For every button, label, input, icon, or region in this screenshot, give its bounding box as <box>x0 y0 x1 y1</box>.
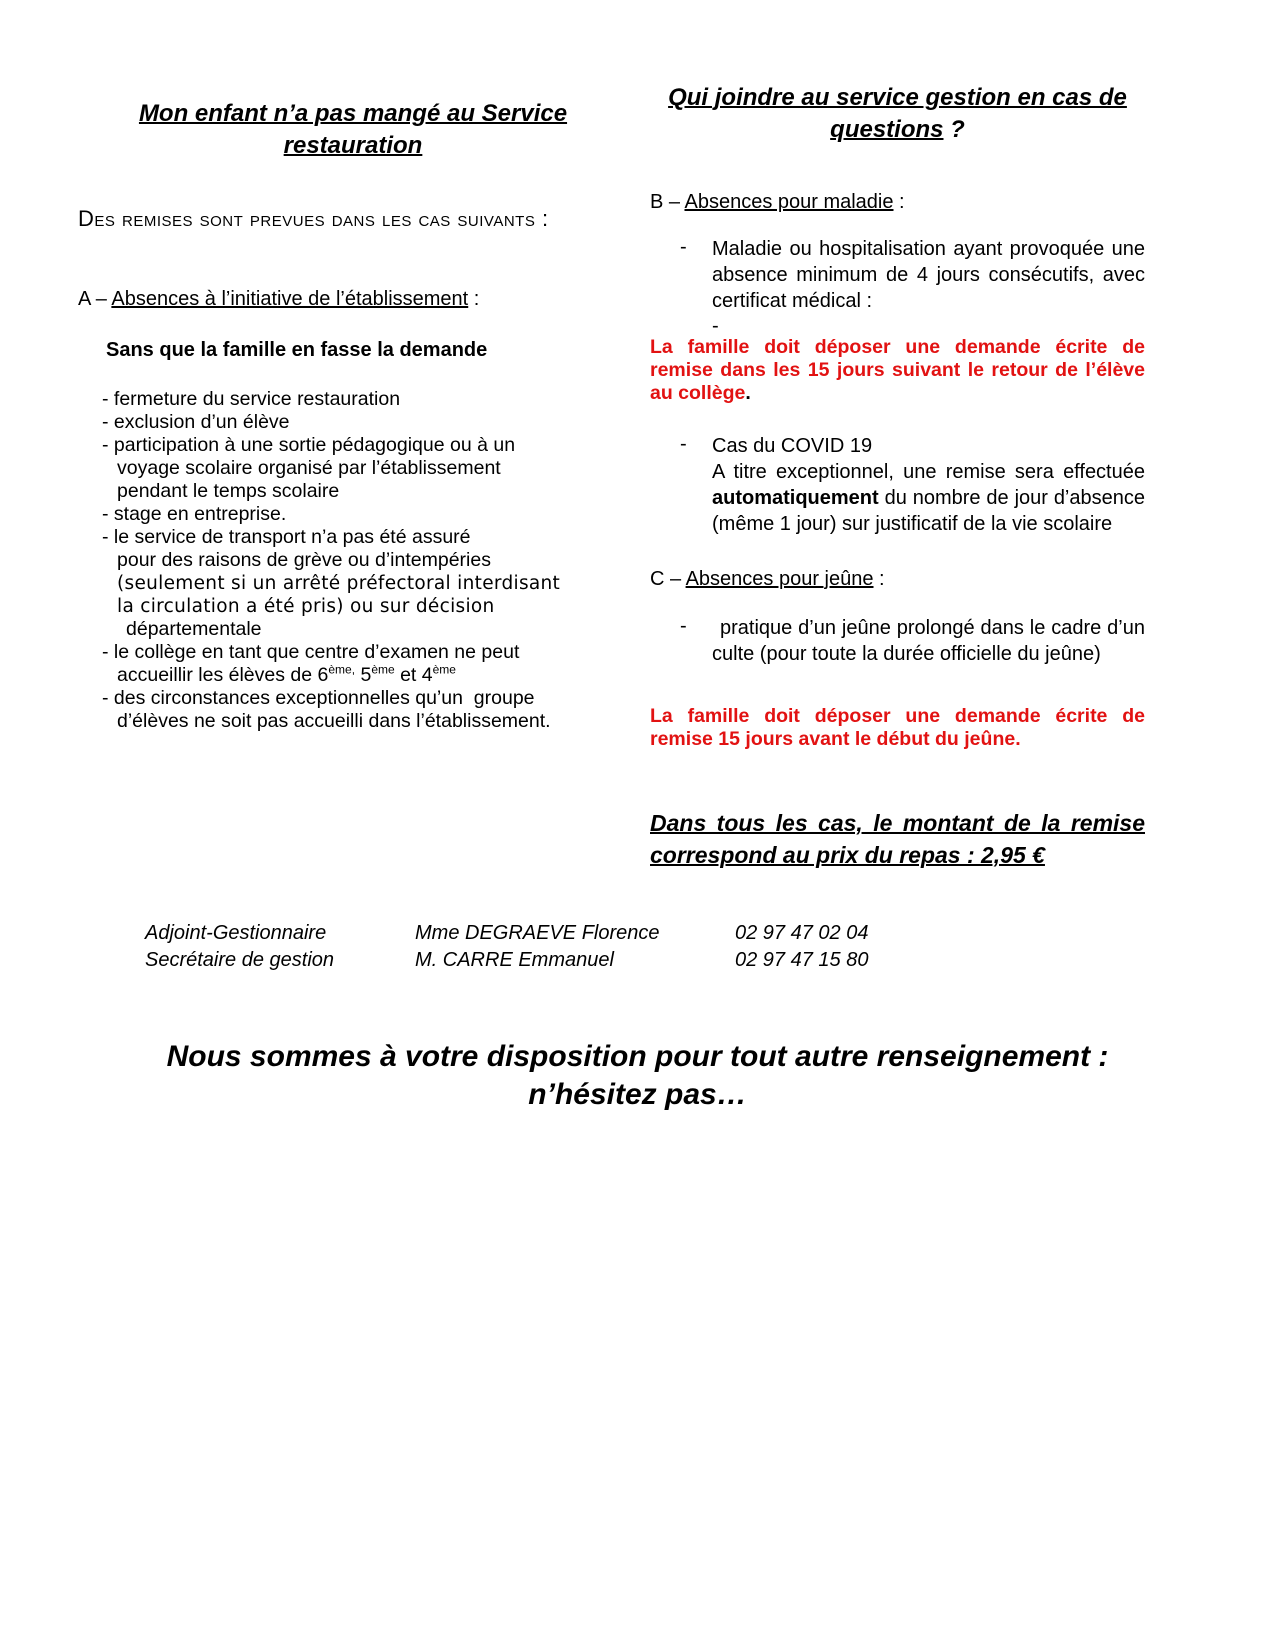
list-line: - des circonstances exceptionnelles qu’un groupe <box>102 687 535 709</box>
exam-sup-6: ème, <box>328 662 356 677</box>
covid-text-post: du nombre de jour d’absence (même 1 jour) sur justificatif de la vie scolaire <box>712 487 1145 535</box>
contact-name: Mme DEGRAEVE Florence <box>415 922 660 944</box>
section-c-heading <box>650 567 1145 591</box>
red-notice-maladie <box>650 336 1145 405</box>
section-b-title: Absences pour maladie <box>684 191 894 213</box>
bullet-dash: - <box>680 236 687 258</box>
section-a-suffix: : <box>468 288 480 310</box>
exam-grades-line <box>102 664 628 687</box>
list-line: (seulement si un arrêté préfectoral interdisant <box>117 573 561 594</box>
list-line: pour des raisons de grève ou d’intempéries <box>117 549 491 571</box>
exam-sup-5: ème <box>371 662 395 677</box>
list-line: d’élèves ne soit pas accueilli dans l’établissement. <box>117 710 551 732</box>
left-title-line1: Mon enfant n’a pas mangé au Service <box>138 100 568 127</box>
right-title <box>650 82 1145 146</box>
section-a-prefix: A – <box>78 288 112 310</box>
section-b-heading <box>650 190 1145 214</box>
exam-text: 5 <box>355 664 372 686</box>
section-b-prefix: B – <box>650 191 685 213</box>
list-line: la circulation a été pris) ou sur décision <box>117 596 495 617</box>
list-line: départementale <box>126 618 262 640</box>
list-line: pendant le temps scolaire <box>117 480 340 502</box>
contact-phone: 02 97 47 15 80 <box>735 949 869 971</box>
covid-bullet-text <box>712 433 1145 537</box>
closing-message-line2: n’hésitez pas… <box>528 1078 747 1111</box>
left-title-line2: restauration <box>283 132 423 159</box>
contact-name: M. CARRE Emmanuel <box>415 949 614 971</box>
left-case-list-2 <box>102 687 628 733</box>
exam-text: et 4 <box>394 664 433 686</box>
contact-row <box>145 920 1275 947</box>
section-c-prefix: C – <box>650 568 686 590</box>
section-a-title: Absences à l’initiative de l’établissement <box>111 288 469 310</box>
list-line: - exclusion d’un élève <box>102 411 290 433</box>
right-column <box>650 82 1145 868</box>
right-title-qmark: ? <box>943 116 965 143</box>
covid-title: Cas du COVID 19 <box>712 435 873 457</box>
section-c-title: Absences pour jeûne <box>685 568 874 590</box>
list-line: - le service de transport n’a pas été assuré <box>102 526 471 548</box>
covid-bold-word: automatiquement <box>712 487 879 509</box>
red-notice-maladie-text: La famille doit déposer une demande écrite de remise dans les 15 jours suivant le retour de l’élève au collège <box>650 336 1145 404</box>
right-title-line1: Qui joindre au service gestion en cas de <box>668 84 1127 111</box>
list-line: - participation à une sortie pédagogique ou à un <box>102 434 516 456</box>
left-title <box>78 98 628 162</box>
contacts-block <box>145 920 1275 974</box>
contact-role: Secrétaire de gestion <box>145 949 335 971</box>
list-line: - le collège en tant que centre d’examen ne peut <box>102 641 520 663</box>
right-title-line2: questions <box>830 116 944 143</box>
empty-bullet-dash: - <box>712 315 719 337</box>
left-case-list-exam <box>102 664 628 687</box>
contact-phone: 02 97 47 02 04 <box>735 922 869 944</box>
exam-sup-4: ème <box>432 662 456 677</box>
left-column <box>78 82 628 838</box>
bullet-dash: - <box>680 615 687 637</box>
exam-text: accueillir les élèves de 6 <box>117 664 329 686</box>
jeune-bullet-text: pratique d’un jeûne prolongé dans le cadre d’un culte (pour toute la durée officielle du jeûne) <box>712 617 1145 665</box>
maladie-bullet <box>650 236 1145 314</box>
closing-message-line1: Nous sommes à votre disposition pour tout autre renseignement : <box>166 1040 1109 1073</box>
covid-bullet <box>650 433 1145 537</box>
contact-row <box>145 947 1275 974</box>
refund-amount-note: Dans tous les cas, le montant de la remise correspond au prix du repas : 2,95 € <box>650 810 1145 868</box>
section-a-heading <box>78 287 628 311</box>
jeune-bullet <box>650 615 1145 667</box>
intro-smallcaps: Des remises sont prevues dans les cas suivants : <box>78 206 549 231</box>
list-line: - stage en entreprise. <box>102 503 287 525</box>
section-c-suffix: : <box>873 568 885 590</box>
list-line: - fermeture du service restauration <box>102 388 401 410</box>
left-subheading: Sans que la famille en fasse la demande <box>106 339 488 361</box>
covid-text-pre: A titre exceptionnel, une remise sera effectuée <box>712 461 1145 483</box>
red-notice-jeune: La famille doit déposer une demande écrite de remise 15 jours avant le début du jeûne. <box>650 705 1145 750</box>
bullet-dash: - <box>680 433 687 455</box>
closing-message <box>0 1038 1275 1114</box>
section-b-suffix: : <box>893 191 905 213</box>
maladie-bullet-text: Maladie ou hospitalisation ayant provoquée une absence minimum de 4 jours consécutifs, avec certificat médical : <box>712 238 1145 312</box>
list-line: voyage scolaire organisé par l’établissement <box>117 457 501 479</box>
contact-role: Adjoint-Gestionnaire <box>145 922 327 944</box>
red-notice-period: . <box>745 382 751 404</box>
left-case-list <box>102 388 628 664</box>
